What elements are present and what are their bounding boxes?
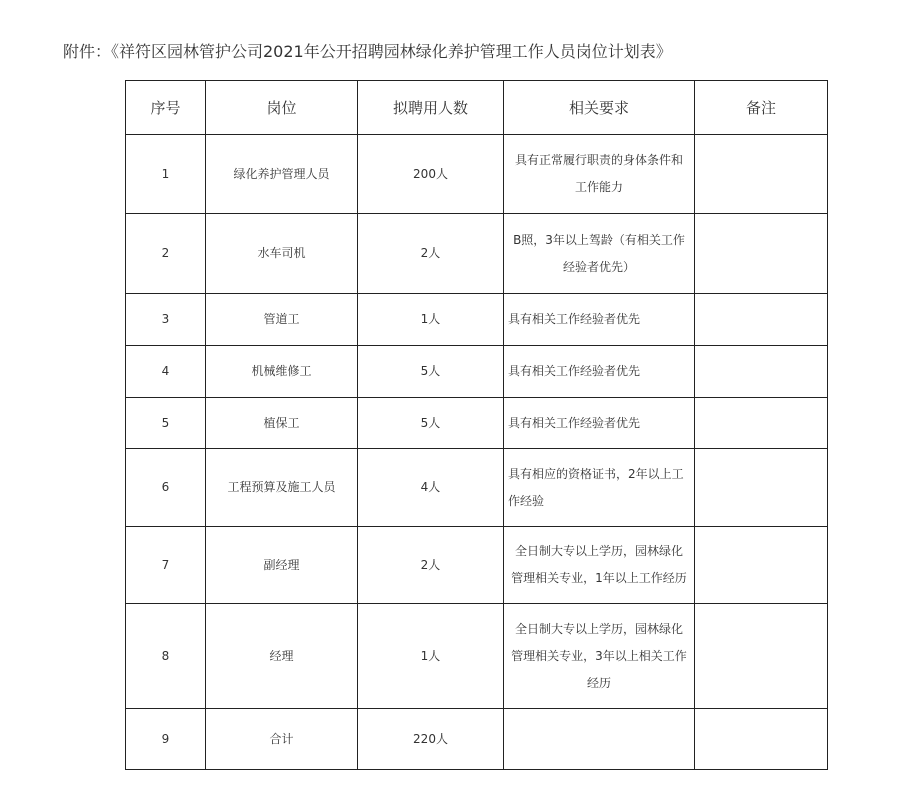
row-requirement (504, 709, 695, 770)
header-requirement: 相关要求 (504, 81, 695, 135)
row-note (695, 709, 828, 770)
row-serial: 3 (126, 294, 206, 346)
row-serial: 6 (126, 449, 206, 527)
row-serial: 7 (126, 527, 206, 604)
row-position: 植保工 (206, 398, 358, 449)
row-requirement: 全日制大专以上学历，园林绿化管理相关专业，3年以上相关工作经历 (504, 604, 695, 709)
row-count: 1人 (358, 604, 504, 709)
header-position: 岗位 (206, 81, 358, 135)
row-position: 工程预算及施工人员 (206, 449, 358, 527)
table-row (126, 214, 828, 294)
row-count: 5人 (358, 346, 504, 398)
row-serial: 9 (126, 709, 206, 770)
row-note (695, 449, 828, 527)
header-serial: 序号 (126, 81, 206, 135)
row-count: 2人 (358, 527, 504, 604)
row-serial: 4 (126, 346, 206, 398)
row-position: 绿化养护管理人员 (206, 135, 358, 214)
row-count: 4人 (358, 449, 504, 527)
row-note (695, 135, 828, 214)
table-row (126, 449, 828, 527)
row-requirement: 具有相应的资格证书，2年以上工作经验 (504, 449, 695, 527)
row-serial: 1 (126, 135, 206, 214)
table-row (126, 709, 828, 770)
table-row (126, 604, 828, 709)
row-requirement: B照，3年以上驾龄（有相关工作经验者优先） (504, 214, 695, 294)
header-count: 拟聘用人数 (358, 81, 504, 135)
row-position: 水车司机 (206, 214, 358, 294)
row-serial: 2 (126, 214, 206, 294)
document-title: 附件：《祥符区园林管护公司2021年公开招聘园林绿化养护管理工作人员岗位计划表》 (63, 42, 672, 61)
row-requirement: 具有正常履行职责的身体条件和工作能力 (504, 135, 695, 214)
row-count: 200人 (358, 135, 504, 214)
row-requirement: 具有相关工作经验者优先 (504, 294, 695, 346)
row-note (695, 527, 828, 604)
row-position: 合计 (206, 709, 358, 770)
row-count: 2人 (358, 214, 504, 294)
row-count: 220人 (358, 709, 504, 770)
table-row (126, 135, 828, 214)
row-position: 经理 (206, 604, 358, 709)
header-note: 备注 (695, 81, 828, 135)
row-note (695, 346, 828, 398)
table-row (126, 527, 828, 604)
row-requirement: 具有相关工作经验者优先 (504, 346, 695, 398)
row-requirement: 全日制大专以上学历，园林绿化管理相关专业，1年以上工作经历 (504, 527, 695, 604)
row-position: 管道工 (206, 294, 358, 346)
row-requirement: 具有相关工作经验者优先 (504, 398, 695, 449)
table-row (126, 346, 828, 398)
row-position: 副经理 (206, 527, 358, 604)
row-note (695, 294, 828, 346)
row-serial: 8 (126, 604, 206, 709)
table-row (126, 294, 828, 346)
row-note (695, 214, 828, 294)
position-plan-table (125, 80, 828, 770)
table-row (126, 398, 828, 449)
row-position: 机械维修工 (206, 346, 358, 398)
row-note (695, 604, 828, 709)
row-count: 5人 (358, 398, 504, 449)
row-note (695, 398, 828, 449)
table-header-row (126, 81, 828, 135)
row-serial: 5 (126, 398, 206, 449)
row-count: 1人 (358, 294, 504, 346)
